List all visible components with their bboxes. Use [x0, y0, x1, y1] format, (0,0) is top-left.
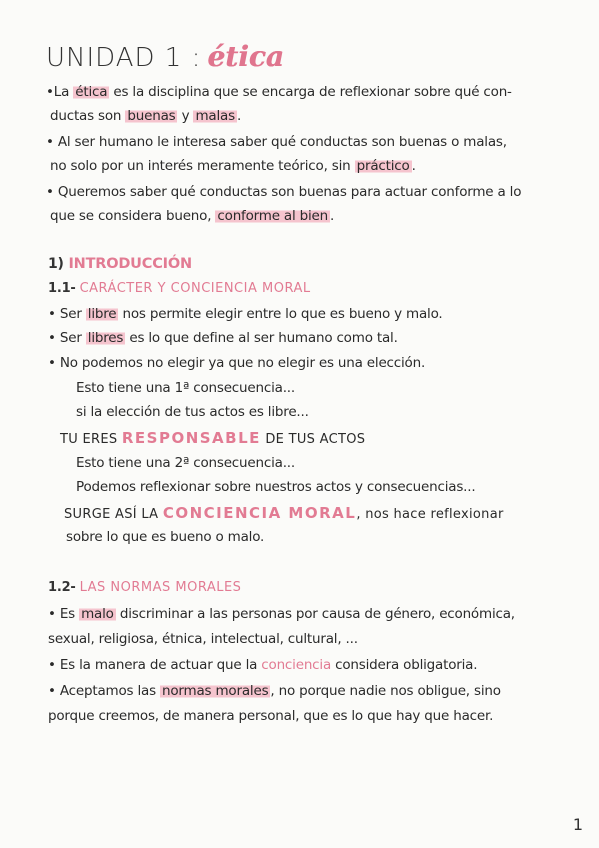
section-1-line-4: Esto tiene una 1ª consecuencia... [76, 380, 295, 396]
page-title [46, 40, 284, 80]
highlight-libres: libres [87, 330, 124, 346]
section-1-2-line-5: porque creemos, de manera personal, que es lo que hay que hacer. [48, 708, 494, 724]
intro-bullet-1-line-1: •La ética es la disciplina que se encarga de reflexionar sobre qué con- [46, 84, 512, 100]
intro-bullet-3-line-2: que se considera bueno, conforme al bien . [50, 208, 335, 224]
section-1-2-line-2: sexual, religiosa, étnica, intelectual, cultural, ... [48, 631, 358, 647]
intro-bullet-2-line-2: no solo por un interés meramente teórico, sin práctico . [50, 158, 416, 174]
highlight-buenas: buenas [127, 108, 176, 124]
highlight-practico: práctico [356, 158, 410, 174]
section-1-line-2: • Ser libres es lo que define al ser humano como tal. [48, 330, 398, 346]
conciencia-word: conciencia [261, 657, 332, 673]
section-1-line-10: sobre lo que es bueno o malo. [66, 529, 265, 545]
intro-bullet-1-line-2: ductas son buenas y malas . [50, 108, 242, 124]
conciencia-moral-label: CONCIENCIA MORAL [162, 504, 357, 522]
intro-bullet-2-line-1: • Al ser humano le interesa saber qué conductas son buenas o malas, [46, 134, 507, 150]
section-1-line-5: si la elección de tus actos es libre... [76, 404, 309, 420]
highlight-etica: ética [75, 84, 108, 100]
page-number: 1 [572, 815, 583, 834]
section-1-line-8: Podemos reflexionar sobre nuestros actos y consecuencias... [76, 479, 476, 495]
section-1-2-line-4: • Aceptamos las normas morales , no porque nadie nos obligue, sino [48, 683, 501, 699]
unit-title: UNIDAD 1 : [46, 43, 202, 73]
section-1-line-6: TU ERES RESPONSABLE DE TUS ACTOS [60, 429, 366, 447]
highlight-conforme-al-bien: conforme al bien [217, 208, 329, 224]
intro-bullet-3-line-1: • Queremos saber qué conductas son buenas para actuar conforme a lo [46, 184, 522, 200]
highlight-malo: malo [81, 606, 114, 622]
section-1-2-line-1: • Es malo discriminar a las personas por causa de género, económica, [48, 606, 515, 622]
section-1-line-3: • No podemos no elegir ya que no elegir es una elección. [48, 355, 426, 371]
highlight-libre: libre [87, 306, 117, 322]
section-1-1-heading: 1.1- CARÁCTER Y CONCIENCIA MORAL [48, 281, 311, 296]
section-1-line-1: • Ser libre nos permite elegir entre lo que es bueno y malo. [48, 306, 443, 322]
section-1-line-7: Esto tiene una 2ª consecuencia... [76, 455, 295, 471]
section-1-2-heading: 1.2- LAS NORMAS MORALES [48, 580, 242, 595]
unit-subtitle: ética [207, 40, 284, 73]
section-1-line-9: SURGE ASÍ LA CONCIENCIA MORAL, nos hace reflexionar [64, 504, 504, 522]
section-1-2-line-3: • Es la manera de actuar que la conciencia considera obligatoria. [48, 657, 478, 673]
highlight-malas: malas [195, 108, 235, 124]
section-1-heading: 1) INTRODUCCIÓN [48, 256, 192, 272]
highlight-normas-morales: normas morales [162, 683, 269, 699]
responsable-label: RESPONSABLE [121, 429, 261, 447]
